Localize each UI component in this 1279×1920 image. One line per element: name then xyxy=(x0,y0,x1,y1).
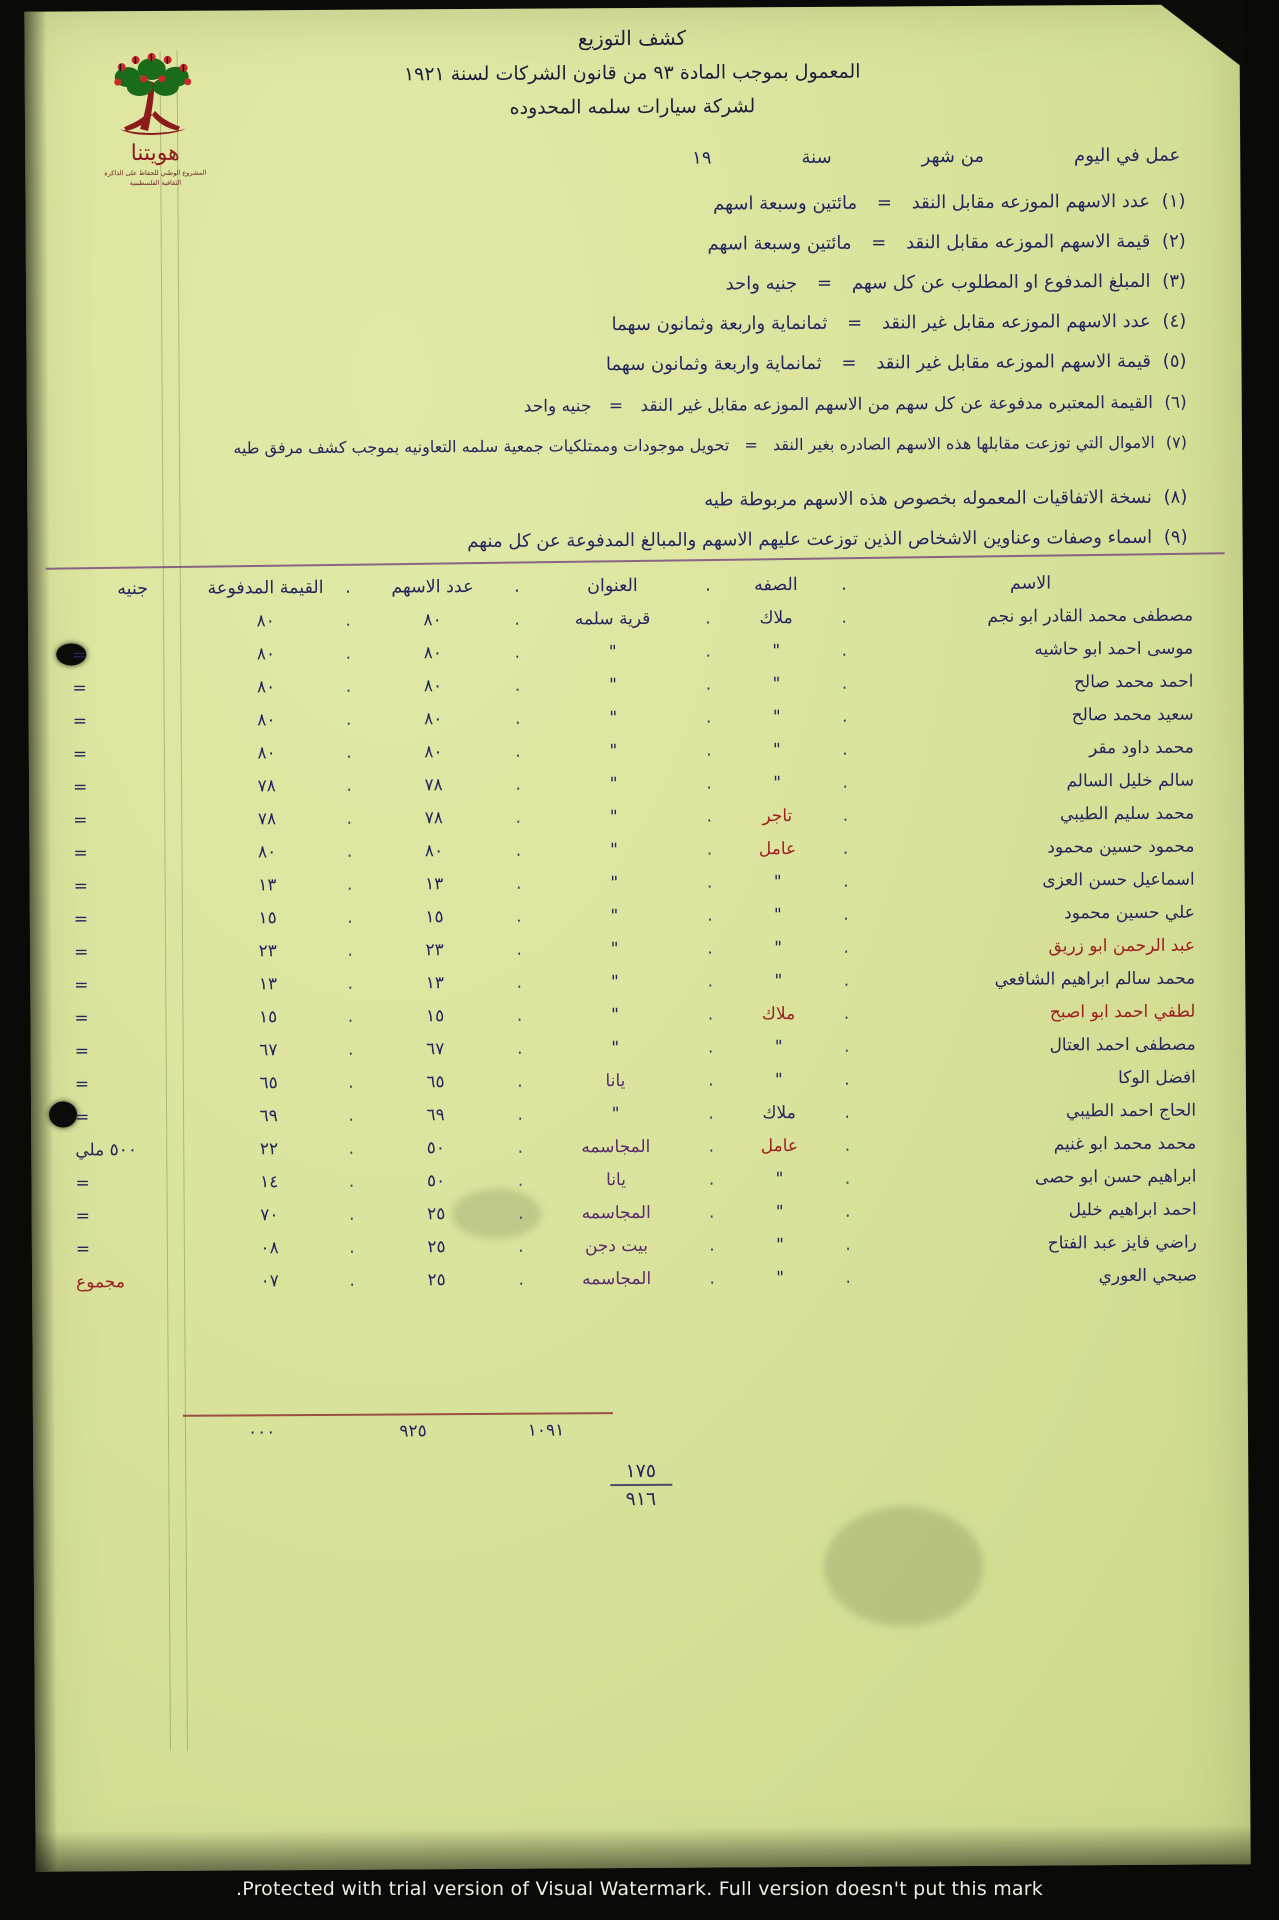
cell-shares: ١٣ xyxy=(425,972,445,993)
cell-shares: ٨٠ xyxy=(423,642,443,663)
cell-sifa: " xyxy=(772,706,781,727)
cell-extra: مجموع xyxy=(76,1271,125,1292)
clause-6-label: القيمة المعتبره مدفوعة عن كل سهم من الاسهم الموزعه مقابل غير النقد xyxy=(640,392,1153,416)
cell-dot: . xyxy=(706,740,712,761)
cell-shares: ٨٠ xyxy=(424,840,444,861)
cell-sifa: " xyxy=(776,1267,785,1288)
cell-shares: ١٣ xyxy=(425,873,444,894)
cell-shares: ٧٨ xyxy=(424,807,444,828)
cell-onwan: " xyxy=(609,806,618,827)
cell-value: ٨٠ xyxy=(256,676,276,697)
cell-onwan: " xyxy=(609,707,618,728)
clause-3-number: (٣) xyxy=(1162,270,1187,292)
cell-name: الحاج احمد الطيبي xyxy=(1065,1100,1197,1121)
cell-onwan: قرية سلمه xyxy=(574,608,651,629)
cell-name: اسماعيل حسن العزى xyxy=(1042,869,1195,891)
totals-row xyxy=(73,1417,1208,1444)
cell-dot: . xyxy=(844,1135,851,1156)
totals-rule xyxy=(183,1412,613,1417)
cell-sifa: ملاك xyxy=(759,607,793,628)
cell-sifa: عامل xyxy=(758,838,797,859)
cell-dot: . xyxy=(517,1137,524,1158)
cell-dot: . xyxy=(705,608,711,629)
col-header-unit: جنيه xyxy=(117,578,149,600)
cell-name: محمد سالم ابراهيم الشافعي xyxy=(994,968,1196,990)
cell-dot: . xyxy=(345,676,352,697)
cell-dot: . xyxy=(514,675,521,696)
cell-sifa: " xyxy=(773,904,782,925)
clause-7-label: الاموال التي توزعت مقابلها هذه الاسهم الصادره بغير النقد xyxy=(772,432,1155,455)
paper-sheet xyxy=(24,4,1250,1871)
cell-onwan: المجاسمه xyxy=(581,1136,651,1157)
clause-4 xyxy=(612,311,1187,336)
clause-4-value: ثمانماية واربعة وثمانون سهما xyxy=(611,312,828,336)
cell-extra: = xyxy=(72,710,87,731)
total-millieme: ٠٠٠ xyxy=(247,1422,276,1443)
cell-shares: ٨٠ xyxy=(424,708,443,729)
cell-onwan: " xyxy=(610,971,619,992)
cell-extra: = xyxy=(74,974,89,995)
cell-dot: . xyxy=(708,1202,715,1223)
clause-3-value: جنيه واحد xyxy=(725,273,798,295)
cell-dot: . xyxy=(345,709,352,730)
cell-onwan: " xyxy=(609,773,618,794)
cell-dot: . xyxy=(517,1203,524,1224)
cell-value: ٨٠ xyxy=(257,742,276,763)
cell-shares: ٧٨ xyxy=(424,774,443,795)
cell-onwan: " xyxy=(608,641,617,662)
date-line xyxy=(85,145,1180,173)
cell-name: احمد محمد صالح xyxy=(1073,671,1194,692)
cell-extra: = xyxy=(74,1073,90,1094)
cell-dot: . xyxy=(841,706,848,727)
cell-value: ٨٠ xyxy=(257,709,276,730)
cell-extra: = xyxy=(74,941,89,962)
cell-dot: . xyxy=(845,1267,851,1288)
col-sep-4: . xyxy=(345,577,351,598)
cell-shares: ٦٩ xyxy=(426,1104,445,1125)
cell-sifa: " xyxy=(775,1234,784,1255)
cell-dot: . xyxy=(707,1004,714,1025)
cell-dot: . xyxy=(709,1235,715,1256)
cell-name: محمد سليم الطيبي xyxy=(1059,803,1195,824)
total-value: ٩٢٥ xyxy=(399,1421,427,1442)
date-year-label: سنة xyxy=(801,146,832,168)
cell-sifa: " xyxy=(773,772,782,793)
cell-name: لطفي احمد ابو اصبح xyxy=(1049,1001,1196,1022)
cell-onwan: بيت دجن xyxy=(584,1235,648,1256)
cell-dot: . xyxy=(845,1234,851,1255)
table-body xyxy=(68,599,1207,1299)
clause-5-value: ثمانماية واربعة وثمانون سهما xyxy=(605,352,822,376)
cell-dot: . xyxy=(706,872,713,893)
cell-sifa: " xyxy=(772,640,781,661)
clause-6 xyxy=(524,393,1187,417)
cell-name: محمد داود مقر xyxy=(1088,737,1194,758)
cell-dot: . xyxy=(515,840,522,861)
cell-dot: . xyxy=(709,1268,715,1289)
cell-dot: . xyxy=(842,739,848,760)
cell-shares: ٦٧ xyxy=(426,1038,445,1059)
clause-1-label: عدد الاسهم الموزعه مقابل النقد xyxy=(911,190,1151,214)
cell-value: ٠٨ xyxy=(260,1237,279,1258)
cell-dot: . xyxy=(517,1170,524,1191)
cell-sifa: " xyxy=(772,739,781,760)
col-sep-2: . xyxy=(705,575,711,596)
clause-8 xyxy=(704,487,1187,511)
cell-dot: . xyxy=(706,773,712,794)
cell-sifa: عامل xyxy=(760,1135,799,1156)
section-divider xyxy=(46,552,1225,569)
cell-sifa: " xyxy=(774,1069,783,1090)
clause-1 xyxy=(713,191,1186,215)
cell-onwan: يانا xyxy=(605,1070,626,1091)
col-header-name: الاسم xyxy=(1009,573,1052,594)
cell-value: ٢٣ xyxy=(258,940,277,961)
cell-dot: . xyxy=(516,972,523,993)
clause-5 xyxy=(606,351,1187,376)
cell-dot: . xyxy=(518,1269,524,1290)
document-subtitle: المعمول بموجب المادة ٩٣ من قانون الشركات لسنة ١٩٢١ xyxy=(403,60,861,86)
col-header-onwan: العنوان xyxy=(587,575,638,597)
clause-1-eq: = xyxy=(876,192,893,214)
cell-extra: = xyxy=(75,1238,91,1259)
clause-9 xyxy=(467,527,1187,552)
cell-name: افضل الوكا xyxy=(1117,1067,1196,1088)
cell-shares: ١٥ xyxy=(425,1005,445,1026)
clause-6-eq: = xyxy=(608,396,624,417)
cell-dot: . xyxy=(845,1201,851,1222)
cell-dot: . xyxy=(842,805,849,826)
cell-dot: . xyxy=(844,1069,850,1090)
cell-value: ٦٧ xyxy=(259,1039,278,1060)
clause-2-eq: = xyxy=(871,232,887,254)
table-row xyxy=(72,1259,1207,1299)
cell-onwan: " xyxy=(609,674,617,695)
cell-name: مصطفى محمد القادر ابو نجم xyxy=(987,605,1194,627)
cell-dot: . xyxy=(844,1036,850,1057)
cell-extra xyxy=(68,605,198,639)
cell-sifa: " xyxy=(775,1201,784,1222)
cell-dot: . xyxy=(346,874,353,895)
cell-extra: = xyxy=(75,1172,90,1193)
cell-sifa: " xyxy=(773,871,782,892)
col-header-shares: عدد الاسهم xyxy=(391,576,474,598)
cell-value: ١٥ xyxy=(258,1006,278,1027)
cell-name: عبد الرحمن ابو زريق xyxy=(1048,935,1196,956)
cell-sifa: " xyxy=(774,1036,783,1057)
cell-dot: . xyxy=(347,1006,354,1027)
cell-dot: . xyxy=(707,905,713,926)
fraction-bar xyxy=(610,1484,672,1486)
clause-5-number: (٥) xyxy=(1162,350,1187,372)
clause-6-number: (٦) xyxy=(1164,392,1187,413)
cell-extra: = xyxy=(72,677,87,698)
cell-dot: . xyxy=(708,1103,714,1124)
cell-onwan: " xyxy=(610,938,619,959)
cell-value: ٦٩ xyxy=(259,1105,278,1126)
watermark-notice: Protected with trial version of Visual Watermark. Full version doesn't put this mark. xyxy=(236,1878,1043,1900)
cell-name: محمود حسين محمود xyxy=(1047,836,1195,857)
shareholders-table xyxy=(68,571,1207,1299)
cell-extra: = xyxy=(74,1007,89,1028)
cell-extra: ٥٠٠ ملي xyxy=(75,1139,138,1160)
fraction-numerator: ١٧٥ xyxy=(625,1459,657,1483)
cell-dot: . xyxy=(843,904,849,925)
cell-value: ٧٨ xyxy=(257,808,277,829)
shareholders-table-element xyxy=(68,571,1207,1299)
cell-extra: = xyxy=(75,1205,90,1226)
cell-dot: . xyxy=(516,1038,523,1059)
cell-extra: = xyxy=(73,908,89,929)
cell-dot: . xyxy=(708,1070,714,1091)
cell-dot: . xyxy=(515,873,522,894)
col-header-sifa: الصفه xyxy=(754,575,798,596)
cell-name: سعيد محمد صالح xyxy=(1071,704,1194,725)
fraction-denominator: ٩١٦ xyxy=(625,1487,657,1511)
clause-3-label: المبلغ المدفوع او المطلوب عن كل سهم xyxy=(851,270,1151,294)
cell-dot: . xyxy=(708,1169,715,1190)
clause-2-value: مائتين وسبعة اسهم xyxy=(707,232,852,255)
cell-dot: . xyxy=(516,939,522,960)
cell-dot: . xyxy=(514,609,520,630)
date-month-label: من شهر xyxy=(921,145,985,168)
cell-extra: = xyxy=(72,644,87,665)
cell-dot: . xyxy=(349,1237,355,1258)
clause-9-label: اسماء وصفات وعناوين الاشخاص الذين توزعت عليهم الاسهم والمبالغ المدفوعة عن كل منهم xyxy=(467,526,1153,553)
cell-shares: ١٥ xyxy=(425,906,444,927)
cell-shares: ٦٥ xyxy=(426,1071,445,1092)
cell-dot: . xyxy=(514,642,521,663)
cell-dot: . xyxy=(347,973,354,994)
cell-sifa: " xyxy=(772,673,781,694)
cell-dot: . xyxy=(345,643,352,664)
cell-extra: = xyxy=(75,1106,90,1127)
clause-5-label: قيمة الاسهم الموزعه مقابل غير النقد xyxy=(876,350,1152,374)
cell-value: ١٤ xyxy=(259,1171,279,1192)
cell-dot: . xyxy=(842,838,849,859)
cell-dot: . xyxy=(706,839,713,860)
cell-dot: . xyxy=(516,906,522,927)
cell-name: محمد محمد ابو غنيم xyxy=(1053,1133,1197,1154)
cell-dot: . xyxy=(348,1204,355,1225)
cell-sifa: ملاك xyxy=(762,1102,796,1123)
cell-dot: . xyxy=(515,741,521,762)
cell-shares: ٥٠ xyxy=(426,1170,446,1191)
footer-fraction xyxy=(33,1456,1248,1513)
cell-onwan: " xyxy=(610,872,619,893)
total-shares: ١٠٩١ xyxy=(527,1420,565,1441)
cell-shares: ٢٥ xyxy=(427,1203,446,1224)
cell-dot: . xyxy=(348,1138,355,1159)
cell-dot: . xyxy=(708,1136,715,1157)
document-title: كشف التوزيع xyxy=(577,25,687,51)
cell-extra: = xyxy=(73,875,88,896)
cell-onwan: " xyxy=(611,1037,620,1058)
cell-value: ٨٠ xyxy=(257,841,277,862)
cell-value: ٦٥ xyxy=(259,1072,278,1093)
cell-sifa: " xyxy=(775,1168,784,1189)
cell-dot: . xyxy=(707,971,714,992)
cell-onwan: " xyxy=(609,740,618,761)
clause-4-number: (٤) xyxy=(1162,310,1187,332)
clause-1-value: مائتين وسبعة اسهم xyxy=(713,192,858,215)
cell-dot: . xyxy=(515,774,521,795)
cell-dot: . xyxy=(707,938,713,959)
cell-name: سالم خليل السالم xyxy=(1066,770,1195,791)
cell-value: ١٣ xyxy=(258,973,278,994)
clause-7-number: (٧) xyxy=(1165,432,1188,452)
cell-value: ١٣ xyxy=(258,874,277,895)
clause-3 xyxy=(726,271,1187,295)
col-sep-3: . xyxy=(514,576,520,597)
cell-sifa: " xyxy=(774,937,783,958)
clause-4-label: عدد الاسهم الموزعه مقابل غير النقد xyxy=(881,310,1151,334)
cell-value: ١٥ xyxy=(258,907,277,928)
cell-dot: . xyxy=(842,772,848,793)
document-header xyxy=(24,22,1240,121)
date-day-label: عمل في اليوم xyxy=(1073,144,1181,167)
cell-name: احمد ابراهيم خليل xyxy=(1068,1199,1197,1220)
clause-8-number: (٨) xyxy=(1163,486,1188,508)
paper-smudge xyxy=(823,1506,984,1627)
cell-sifa: " xyxy=(774,970,783,991)
cell-onwan: " xyxy=(611,1004,619,1025)
cell-dot: . xyxy=(843,970,850,991)
clause-2-number: (٢) xyxy=(1161,230,1186,252)
cell-sifa: تاجر xyxy=(762,805,793,826)
cell-dot: . xyxy=(348,1171,355,1192)
cell-value: ٠٧ xyxy=(260,1270,279,1291)
cell-dot: . xyxy=(843,871,849,892)
col-sep-1: . xyxy=(841,574,847,595)
cell-shares: ٨٠ xyxy=(423,609,442,630)
cell-dot: . xyxy=(514,708,521,729)
company-line: لشركة سيارات سلمه المحدوده xyxy=(509,95,756,119)
cell-extra: = xyxy=(72,743,88,764)
cell-onwan: يانا xyxy=(606,1169,627,1190)
col-header-value: القيمة المدفوعة xyxy=(207,577,324,599)
cell-name: ابراهيم حسن ابو حصى xyxy=(1034,1166,1197,1188)
cell-dot: . xyxy=(705,707,712,728)
cell-dot: . xyxy=(346,808,353,829)
clause-7 xyxy=(233,433,1187,458)
cell-name: موسى احمد ابو حاشيه xyxy=(1034,638,1194,660)
clause-4-eq: = xyxy=(847,312,863,334)
clause-5-eq: = xyxy=(841,352,857,374)
cell-shares: ٥٠ xyxy=(426,1137,446,1158)
cell-dot: . xyxy=(841,673,848,694)
cell-dot: . xyxy=(346,775,352,796)
cell-dot: . xyxy=(348,1072,354,1093)
cell-extra: = xyxy=(74,1040,89,1061)
cell-dot: . xyxy=(345,610,351,631)
clause-2 xyxy=(707,231,1185,255)
cell-value: ٢٢ xyxy=(259,1138,279,1159)
cell-onwan: " xyxy=(610,905,619,926)
cell-dot: . xyxy=(516,1005,523,1026)
cell-dot: . xyxy=(517,1104,523,1125)
cell-onwan: " xyxy=(611,1103,620,1124)
cell-dot: . xyxy=(844,1102,850,1123)
cell-value: ٨٠ xyxy=(256,610,275,631)
cell-dot: . xyxy=(347,1039,354,1060)
cell-dot: . xyxy=(349,1270,355,1291)
clause-7-value: تحويل موجودات وممتلكيات جمعية سلمه التعاونيه بموجب كشف مرفق طيه xyxy=(233,435,730,458)
cell-value: ٧٠ xyxy=(260,1204,279,1225)
cell-dot: . xyxy=(346,841,353,862)
cell-extra: = xyxy=(73,842,88,863)
cell-shares: ٢٥ xyxy=(427,1269,446,1290)
cell-extra: = xyxy=(73,776,88,797)
cell-dot: . xyxy=(518,1236,524,1257)
cell-value: ٨٠ xyxy=(256,643,276,664)
cell-dot: . xyxy=(841,640,848,661)
cell-name: صبحي العوري xyxy=(1098,1265,1198,1286)
cell-dot: . xyxy=(347,940,353,961)
clause-9-number: (٩) xyxy=(1163,526,1188,548)
cell-shares: ٨٠ xyxy=(424,741,443,762)
cell-dot: . xyxy=(346,742,352,763)
cell-name: علي حسين محمود xyxy=(1064,902,1195,923)
cell-extra: = xyxy=(73,809,88,830)
cell-dot: . xyxy=(347,907,353,928)
cell-name: مصطفى احمد العتال xyxy=(1049,1034,1196,1055)
clause-7-eq: = xyxy=(744,435,758,455)
cell-shares: ٨٠ xyxy=(423,675,443,696)
cell-dot: . xyxy=(348,1105,354,1126)
cell-onwan: المجاسمه xyxy=(581,1202,651,1223)
cell-dot: . xyxy=(517,1071,523,1092)
clause-1-number: (١) xyxy=(1161,190,1186,212)
clause-6-value: جنيه واحد xyxy=(523,396,592,417)
clause-2-label: قيمة الاسهم الموزعه مقابل النقد xyxy=(905,230,1151,254)
cell-dot: . xyxy=(843,1003,850,1024)
cell-onwan: " xyxy=(610,839,618,860)
cell-shares: ٢٣ xyxy=(425,939,444,960)
clause-8-label: نسخة الاتفاقيات المعموله بخصوص هذه الاسهم مربوطة طيه xyxy=(704,486,1152,511)
cell-onwan: المجاسمه xyxy=(582,1268,652,1289)
cell-sifa: ملاك xyxy=(761,1003,796,1024)
cell-value: ٧٨ xyxy=(257,775,276,796)
logo-wordmark: هويتنا xyxy=(130,140,180,167)
cell-dot: . xyxy=(705,641,712,662)
cell-dot: . xyxy=(706,806,713,827)
date-year-value: ١٩ xyxy=(692,147,712,169)
cell-dot: . xyxy=(843,937,849,958)
cell-dot: . xyxy=(707,1037,714,1058)
scan-edge-shadow-left xyxy=(24,12,57,1872)
cell-dot: . xyxy=(841,607,847,628)
cell-dot: . xyxy=(515,807,522,828)
cell-shares: ٢٥ xyxy=(427,1236,446,1257)
logo-subtitle: المشروع الوطني للحفاظ على الذاكرة الثقافية الفلسطينية xyxy=(104,168,207,187)
cell-dot: . xyxy=(844,1168,851,1189)
cell-dot: . xyxy=(705,674,712,695)
scan-edge-shadow-bottom xyxy=(35,1824,1250,1871)
clause-3-eq: = xyxy=(816,272,833,294)
cell-name: راضي فايز عبد الفتاح xyxy=(1047,1232,1197,1253)
